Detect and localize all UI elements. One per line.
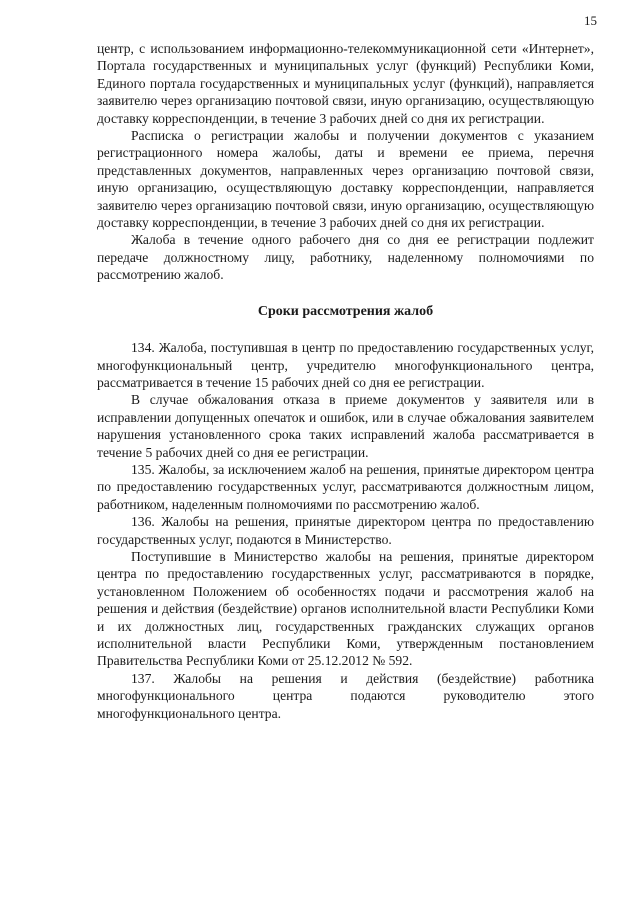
paragraph-137: 137. Жалобы на решения и действия (бездействие) работника многофункционального центра подаются руководителю этого многофункционального центра. (97, 670, 594, 721)
paragraph-134-refusal: В случае обжалования отказа в приеме документов у заявителя или в исправлении допущенных опечаток и ошибок, или в случае обжалования заявителем нарушения установленного срока таких исправлений жалоба рассматривается в течение 5 рабочих дней со дня ее регистрации. (97, 392, 594, 460)
page-number: 15 (584, 13, 597, 28)
paragraph-136-ministry: Поступившие в Министерство жалобы на решения, принятые директором центра по предоставлению государственных услуг, рассматриваются в порядке, установленном Положением об особенностях подачи и рассмотрения жалоб на решения и действия (бездействие) органов исполнительной власти Республики Коми и их должностных лиц, государственных гражданских служащих органов исполнительной власти Республики Коми, утвержденным постановлением Правительства Республики Коми от 25.12.2012 № 592. (97, 548, 594, 669)
paragraph-transfer: Жалоба в течение одного рабочего дня со дня ее регистрации подлежит передаче должностному лицу, работнику, наделенному полномочиями по рассмотрению жалоб. (97, 232, 594, 283)
paragraph-136: 136. Жалобы на решения, принятые директором центра по предоставлению государственных услуг, подаются в Министерство. (97, 514, 594, 547)
paragraph-135: 135. Жалобы, за исключением жалоб на решения, принятые директором центра по предоставлению государственных услуг, рассматриваются должностным лицом, работником, наделенным полномочиями по рассмотрению жалоб. (97, 461, 594, 512)
document-body (97, 40, 594, 722)
paragraph-134: 134. Жалоба, поступившая в центр по предоставлению государственных услуг, многофункциональный центр, учредителю многофункционального центра, рассматривается в течение 15 рабочих дней со дня ее регистрации. (97, 340, 594, 390)
section-heading: Сроки рассмотрения жалоб (257, 303, 434, 319)
paragraph-receipt: Расписка о регистрации жалобы и получении документов с указанием регистрационного номера жалобы, даты и времени ее приема, перечня представленных документов, направленных через организацию почтовой связи, иную организацию, осуществляющую доставку корреспонденции, направляется заявителю через организацию почтовой связи, иную организацию, осуществляющую доставку корреспонденции, в течение 3 рабочих дней со дня их регистрации. (97, 128, 594, 231)
paragraph-continuation: центр, с использованием информационно-телекоммуникационной сети «Интернет», Портала государственных и муниципальных услуг (функций) Республики Коми, Единого портала государственных и муниципальных услуг (функций), направляется заявителю через организацию почтовой связи, иную организацию, осуществляющую доставку корреспонденции, в течение 3 рабочих дней со дня их регистрации. (97, 41, 594, 126)
